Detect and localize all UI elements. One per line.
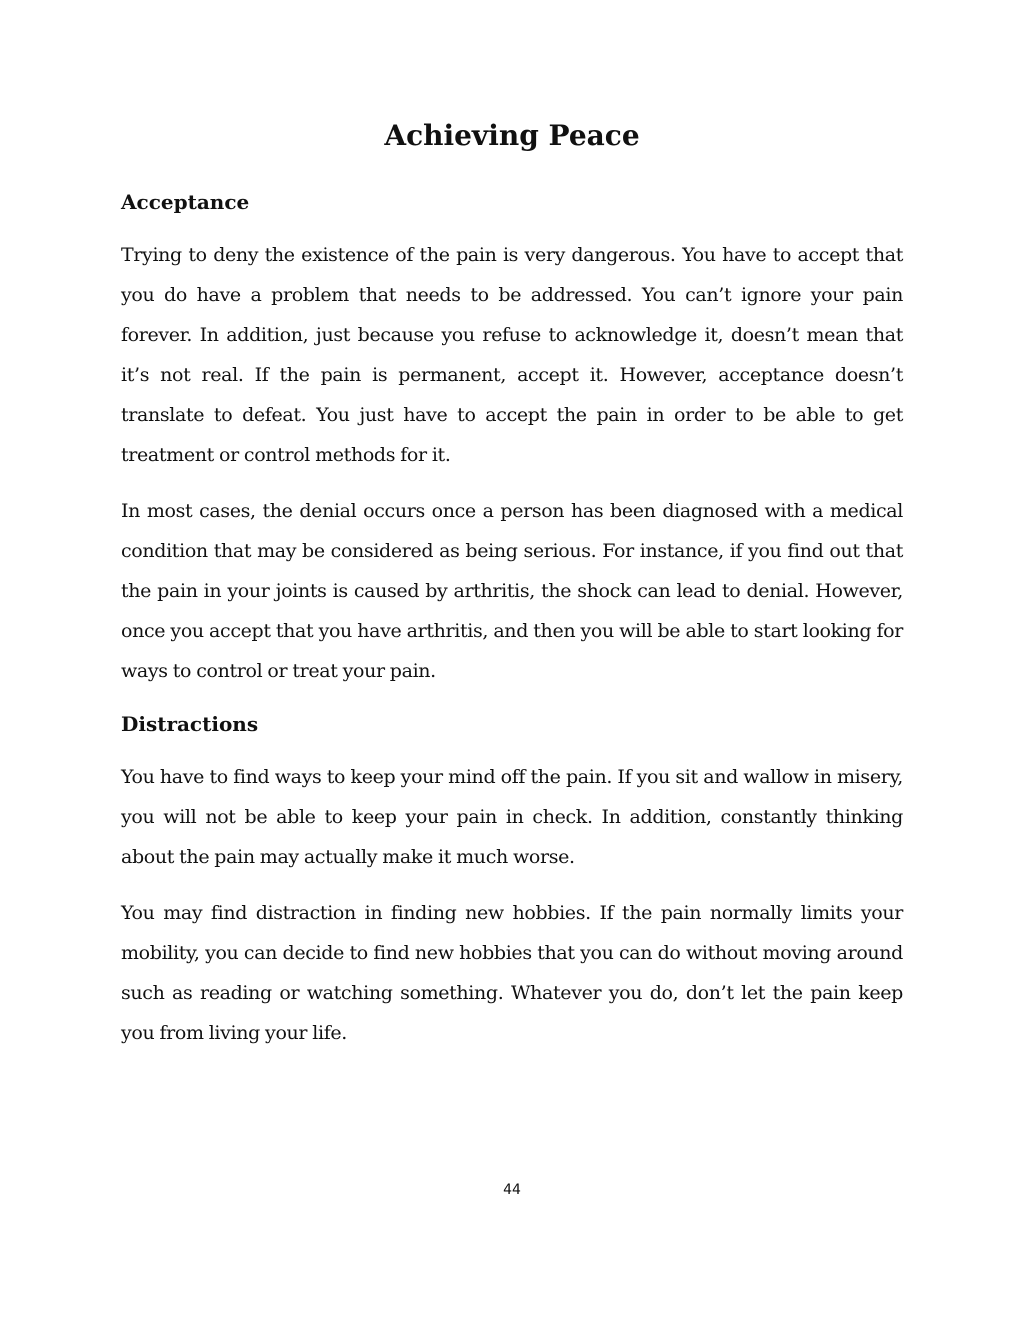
body-paragraph: You have to find ways to keep your mind off the pain. If you sit and wallow in misery, you will not be able to keep your pain in check. In addition, constantly thinking about the pain may actually make it much worse. (121, 766, 903, 868)
body-paragraph: In most cases, the denial occurs once a person has been diagnosed with a medical condition that may be considered as being serious. For instance, if you find out that the pain in your joints is caused by arthritis, the shock can lead to denial. However, once you accept that you have arthritis, and then you will be able to start looking for ways to control or treat your pain. (121, 500, 903, 682)
section-heading: Acceptance (121, 190, 250, 214)
body-paragraph: You may find distraction in finding new hobbies. If the pain normally limits your mobility, you can decide to find new hobbies that you can do without moving around such as reading or watching something. Whatever you do, don’t let the pain keep you from living your life. (121, 902, 903, 1044)
body-paragraph: Trying to deny the existence of the pain is very dangerous. You have to accept that you do have a problem that needs to be addressed. You can’t ignore your pain forever. In addition, just because you refuse to acknowledge it, doesn’t mean that it’s not real. If the pain is permanent, accept it. However, acceptance doesn’t translate to defeat. You just have to accept the pain in order to be able to get treatment or control methods for it. (121, 244, 903, 466)
section-acceptance (121, 185, 903, 691)
page-title: Achieving Peace (384, 119, 640, 152)
section-distractions (121, 707, 903, 1053)
page-content (121, 185, 903, 1069)
page-number: 44 (503, 1182, 521, 1198)
section-heading: Distractions (121, 712, 259, 736)
